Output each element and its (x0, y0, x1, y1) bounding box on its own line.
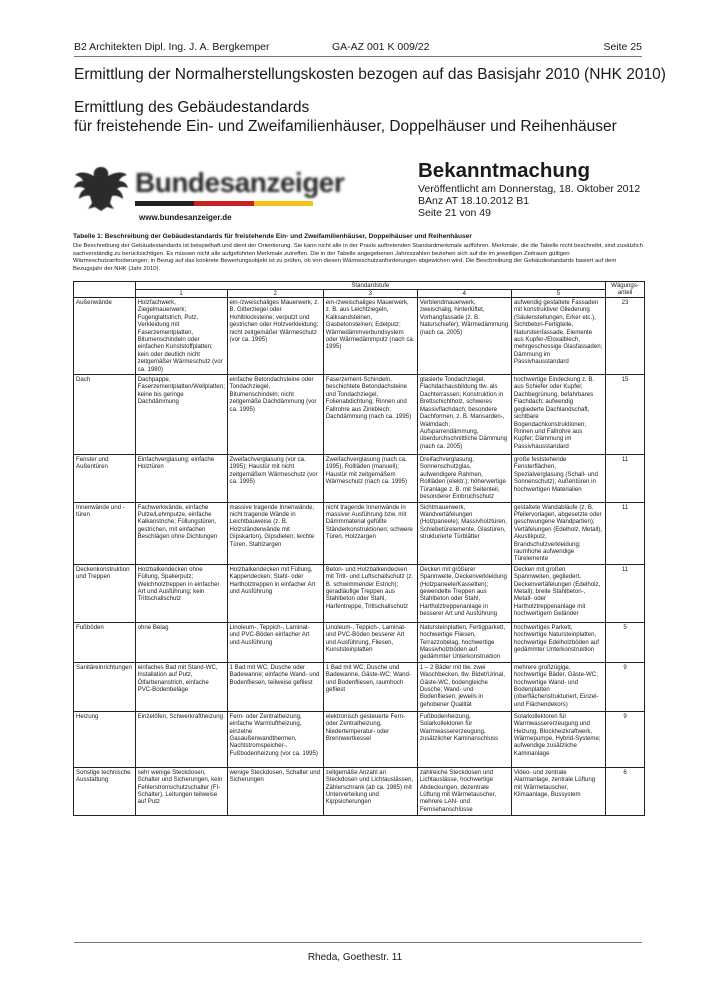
table-cell-level-2: massive tragende Innenwände, nicht tragende Wände in Leichtbauweise (z. B. Holzständerwände mit Gipskarton), Gipsdielen; leichte Türen, Stahlzargen (227, 502, 323, 564)
table-cell-level-1: Einzelöfen, Schwerkraftheizung (135, 711, 227, 767)
announcement-block (418, 159, 648, 219)
table-cell-level-2: Linoleum-, Teppich-, Laminat- und PVC-Böden einfacher Art und Ausführung (227, 622, 323, 662)
table-intro: Die Beschreibung der Gebäudestandards ist beispielhaft und dient der Orientierung. Sie kann nicht alle in der Praxis auftretenden Standardmerkmale aufführen. Merkmale, die die Tabelle nicht beschreibt, sind zusätzlich sachverständig zu berücksichtigen. Es müssen nicht alle aufgeführten Merkmale zutreffen. Die in der Tabelle angegebenen Jahreszahlen beziehen sich auf die im jeweiligen Zeitraum gültigen Wärmeschutzanforderungen; in Bezug auf das konkrete Bewertungsobjekt ist zu prüfen, ob von diesen Wärmeschutzanforderungen abgewichen wird. Die Beschreibung der Gebäudestandards basiert auf dem Bezugsjahr der NHK (Jahr 2010). (73, 243, 643, 272)
row-label: Heizung (74, 711, 136, 767)
row-label: Deckenkonstruktion und Treppen (74, 564, 136, 622)
weight-cell: 11 (606, 564, 645, 622)
scanned-page (73, 151, 645, 873)
table-cell-level-4: Verblendmauerwerk, zweischalig, hinterlüftet, Vorhangfassade (z. B. Naturschiefer); Wärmedämmung (nach ca. 2005) (417, 298, 511, 375)
table-cell-level-3: ein-/zweischaliges Mauerwerk, z. B. aus Leichtziegeln, Kalksandsteinen, Gasbetonsteinen; Edelputz; Wärmedämmverbundsystem oder Wärmedämmputz (nach ca. 1995) (323, 298, 417, 375)
level-header-1: 1 (135, 290, 227, 298)
table-cell-level-2: einfache Betondachsteine oder Tondachziegel, Bitumenschindeln; nicht zeitgemäße Dachdämmung (vor ca. 1995) (227, 375, 323, 455)
level-header-5: 5 (511, 290, 605, 298)
table-cell-level-5: mehrere großzügige, hochwertige Bäder, Gäste-WC; hochwertige Wand- und Bodenplatten (oberflächenstrukturiert, Einzel- und Flächendekors) (511, 662, 605, 711)
table-cell-level-5: hochwertige Eindeckung z. B. aus Schiefer oder Kupfer, Dachbegrünung, befahrbares Flachdach; aufwendig gegliederte Dachlandschaft, sichtbare Bogendachkonstruktionen; Rinnen und Fallrohre aus Kupfer; Dämmung im Passivhausstandard (511, 375, 605, 455)
row-label-header (74, 282, 136, 298)
table-cell-level-2: wenige Steckdosen, Schalter und Sicherungen (227, 767, 323, 815)
table-row (74, 375, 645, 455)
subtitle-line-1: Ermittlung des Gebäudestandards (74, 99, 310, 116)
table-cell-level-4: Dreifachverglasung, Sonnenschutzglas, aufwendigere Rahmen, Rollläden (elektr.); höherwertige Türanlage z. B. mit Seitenteil, besonderer Einbruchschutz (417, 455, 511, 502)
header-divider (74, 56, 642, 57)
table-cell-level-1: Einfachverglasung; einfache Holztüren (135, 455, 227, 502)
table-row (74, 298, 645, 375)
table-cell-level-3: zeitgemäße Anzahl an Steckdosen und Lichtauslässen, Zählerschrank (ab ca. 1985) mit Unterverteilung und Kippsicherungen (323, 767, 417, 815)
row-label: Fenster und Außentüren (74, 455, 136, 502)
table-header-row (74, 282, 645, 290)
weight-cell: 6 (606, 767, 645, 815)
page-header (74, 41, 642, 55)
weight-cell: 5 (606, 622, 645, 662)
row-label: Innenwände und -türen (74, 502, 136, 564)
page-title: Ermittlung der Normalherstellungskosten bezogen auf das Basisjahr 2010 (NHK 2010) (74, 66, 666, 83)
weight-cell: 9 (606, 662, 645, 711)
table-cell-level-4: 1 – 2 Bäder mit tlw. zwei Waschbecken, tlw. Bidet/Urinal, Gäste-WC, bodengleiche Dusche; Wand- und Bodenfliesen; jeweils in gehobener Qualität (417, 662, 511, 711)
table-cell-level-5: aufwendig gestaltete Fassaden mit konstruktiver Gliederung (Säulenstellungen, Erker etc.), Sichtbeton-Fertigteile, Natursteinfassade, Elemente aus Kupfer-/Eloxalblech, mehrgeschossige Glasfassaden; Dämmung im Passivhausstandard (511, 298, 605, 375)
table-cell-level-3: 1 Bad mit WC, Dusche und Badewanne, Gäste-WC; Wand- und Bodenfliesen, raumhoch gefliest (323, 662, 417, 711)
page-footer: Rheda, Goethestr. 11 (307, 952, 403, 963)
level-header-row (74, 290, 645, 298)
level-header-4: 4 (417, 290, 511, 298)
row-label: Außenwände (74, 298, 136, 375)
table-cell-level-4: Fußbodenheizung, Solarkollektoren für Warmwassererzeugung, zusätzlicher Kaminanschluss (417, 711, 511, 767)
row-label: Sonstige technische Ausstattung (74, 767, 136, 815)
table-cell-level-2: ein-/zweischaliges Mauerwerk, z. B. Gitterziegel oder Hohlblocksteine; verputzt und gestrichen oder Holzverkleidung; nicht zeitgemäßer Wärmeschutz (vor ca. 1995) (227, 298, 323, 375)
table-cell-level-4: glasierte Tondachziegel, Flachdachausbildung tlw. als Dachterrassen; Konstruktion in Brettschichtholz, schweres Massivflachdach; besondere Dachformen, z. B. Mansarden-, Walmdach; Aufsparrendämmung, überdurchschnittliche Dämmung (nach ca. 2005) (417, 375, 511, 455)
subtitle-line-2: für freistehende Ein- und Zweifamilienhäuser, Doppelhäuser und Reihenhäuser (74, 118, 617, 135)
weight-header: Wägungs-anteil (606, 282, 645, 298)
table-row (74, 622, 645, 662)
table-row (74, 662, 645, 711)
weight-cell: 11 (606, 455, 645, 502)
header-page-number: Seite 25 (603, 41, 642, 53)
table-cell-level-3: Beton- und Holzbalkendecken mit Tritt- und Luftschallschutz (z. B. schwimmender Estrich); geradläufige Treppen aus Stahlbeton oder Stahl, Harfentreppe, Trittschallschutz (323, 564, 417, 622)
scan-page-number: Seite 21 von 49 (418, 207, 491, 219)
table-caption: Tabelle 1: Beschreibung der Gebäudestandards für freistehende Ein- und Zweifamilienhäuser, Doppelhäuser und Reihenhäuser (73, 233, 472, 240)
table-row (74, 767, 645, 815)
table-row (74, 502, 645, 564)
table-body (74, 298, 645, 816)
german-flag-stripe (135, 201, 313, 206)
level-header-3: 3 (323, 290, 417, 298)
standardstufe-header: Standardstufe (135, 282, 605, 290)
table-row (74, 564, 645, 622)
table-cell-level-5: hochwertiges Parkett, hochwertige Natursteinplatten, hochwertige Edelholzböden auf gedämmter Unterkonstruktion (511, 622, 605, 662)
table-cell-level-4: Natursteinplatten, Fertigparkett, hochwertige Fliesen, Terrazzobelag, hochwertige Massivholzböden auf gedämmter Unterkonstruktion (417, 622, 511, 662)
weight-cell: 15 (606, 375, 645, 455)
row-label: Dach (74, 375, 136, 455)
table-cell-level-4: Decken mit größerer Spannweite, Deckenverkleidung (Holzpaneele/Kassetten); gewendelte Treppen aus Stahlbeton oder Stahl, Hartholztreppenanlage in besserer Art und Ausführung (417, 564, 511, 622)
footer-divider (74, 942, 642, 943)
table-cell-level-3: Linoleum-, Teppich-, Laminat- und PVC-Böden besserer Art und Ausführung, Fliesen, Kunststeinplatten (323, 622, 417, 662)
table-cell-level-5: große feststehende Fensterflächen, Spezialverglasung (Schall- und Sonnenschutz); Außentüren in hochwertigen Materialien (511, 455, 605, 502)
row-label: Sanitäreinrichtungen (74, 662, 136, 711)
row-label: Fußböden (74, 622, 136, 662)
announcement-heading: Bekanntmachung (418, 159, 590, 182)
table-cell-level-2: Holzbalkendecken mit Füllung, Kappendecken; Stahl- oder Hartholztreppen in einfacher Art und Ausführung (227, 564, 323, 622)
logo-wordmark: Bundesanzeiger (135, 167, 345, 198)
table-cell-level-3: Zweifachverglasung (nach ca. 1995), Rollläden (manuell); Haustür mit zeitgemäßem Wärmeschutz (nach ca. 1995) (323, 455, 417, 502)
table-cell-level-1: einfaches Bad mit Stand-WC, Installation auf Putz, Ölfarbenanstrich, einfache PVC-Bodenbeläge (135, 662, 227, 711)
table-cell-level-5: Solarkollektoren für Warmwassererzeugung und Heizung, Blockheizkraftwerk, Wärmepumpe, Hybrid-Systeme; aufwendige zusätzliche Kaminanlage (511, 711, 605, 767)
banz-reference: BAnz AT 18.10.2012 B1 (418, 195, 530, 207)
header-author: B2 Architekten Dipl. Ing. J. A. Bergkemper (74, 41, 270, 53)
table-cell-level-4: Sichtmauerwerk, Wandvertäfelungen (Holzpaneele); Massivholztüren, Schiebetürelemente, Glastüren, strukturierte Türblätter (417, 502, 511, 564)
table-cell-level-3: nicht tragende Innenwände in massiver Ausführung bzw. mit Dämmmaterial gefüllte Ständerkonstruktionen; schwere Türen, Holzzargen (323, 502, 417, 564)
table-cell-level-5: Video- und zentrale Alarmanlage, zentrale Lüftung mit Wärmetauscher, Klimaanlage, Bussystem (511, 767, 605, 815)
table-cell-level-3: elektronisch gesteuerte Fern- oder Zentralheizung, Niedertemperatur- oder Brennwertkessel (323, 711, 417, 767)
weight-cell: 11 (606, 502, 645, 564)
table-cell-level-1: Holzbalkendecken ohne Füllung, Spalierputz; Weichholztreppen in einfacher Art und Ausführung; kein Trittschallschutz (135, 564, 227, 622)
table-cell-level-2: Zweifachverglasung (vor ca. 1995); Haustür mit nicht zeitgemäßem Wärmeschutz (vor ca. 1995) (227, 455, 323, 502)
page-subtitle (74, 98, 617, 136)
table-cell-level-2: 1 Bad mit WC, Dusche oder Badewanne; einfache Wand- und Bodenfliesen, teilweise gefliest (227, 662, 323, 711)
table-row (74, 455, 645, 502)
publication-date: Veröffentlicht am Donnerstag, 18. Oktober 2012 (418, 183, 641, 195)
table-cell-level-2: Fern- oder Zentralheizung, einfache Warmluftheizung, einzelne Gasaußenwandthermen, Nachtstromspeicher-, Fußbodenheizung (vor ca. 1995) (227, 711, 323, 767)
header-file-number: GA-AZ 001 K 009/22 (332, 41, 430, 53)
table-cell-level-1: sehr wenige Steckdosen, Schalter und Sicherungen, kein Fehlerstromschutzschalter (FI-Schalter), Leitungen teilweise auf Putz (135, 767, 227, 815)
table-cell-level-1: Holzfachwerk, Ziegelmauerwerk; Fugenglattstrich, Putz, Verkleidung mit Faserzementplatten, Bitumenschindeln oder einfachen Kunststoffplatten; kein oder deutlich nicht zeitgemäßer Wärmeschutz (vor ca. 1980) (135, 298, 227, 375)
table-cell-level-1: Fachwerkwände, einfache Putze/Lehmputze, einfache Kalkanstriche; Füllungstüren, gestrichen, mit einfachen Beschlägen ohne Dichtungen (135, 502, 227, 564)
logo-url: www.bundesanzeiger.de (139, 213, 232, 222)
table-cell-level-1: ohne Belag (135, 622, 227, 662)
table-cell-level-4: zahlreiche Steckdosen und Lichtauslässe, hochwertige Abdeckungen, dezentrale Lüftung mit Wärmetauscher, mehrere LAN- und Fernsehanschlüsse (417, 767, 511, 815)
federal-eagle-icon (73, 163, 129, 213)
table-row (74, 711, 645, 767)
weight-cell: 23 (606, 298, 645, 375)
table-cell-level-1: Dachpappe, Faserzementplatten/Wellplatten; keine bis geringe Dachdämmung (135, 375, 227, 455)
bundesanzeiger-logo (73, 161, 345, 223)
weight-cell: 9 (606, 711, 645, 767)
level-header-2: 2 (227, 290, 323, 298)
table-cell-level-3: Faserzement-Schindeln, beschichtete Betondachsteine und Tondachziegel, Folienabdichtung; Rinnen und Fallrohre aus Zinkblech; Dachdämmung (nach ca. 1995) (323, 375, 417, 455)
gebaeudestandard-table (73, 281, 645, 816)
table-cell-level-5: Decken mit großen Spannweiten, gegliedert, Deckenvertäfelungen (Edelholz, Metall); breite Stahlbeton-, Metall- oder Hartholztreppenanlage mit hochwertigem Geländer (511, 564, 605, 622)
table-cell-level-5: gestaltete Wandabläufe (z. B. Pfeilervorlagen, abgesetzte oder geschwungene Wandpartien); Vertäfelungen (Edelholz, Metall), Akustikputz, Brandschutzverkleidung; raumhohe aufwendige Türelemente (511, 502, 605, 564)
